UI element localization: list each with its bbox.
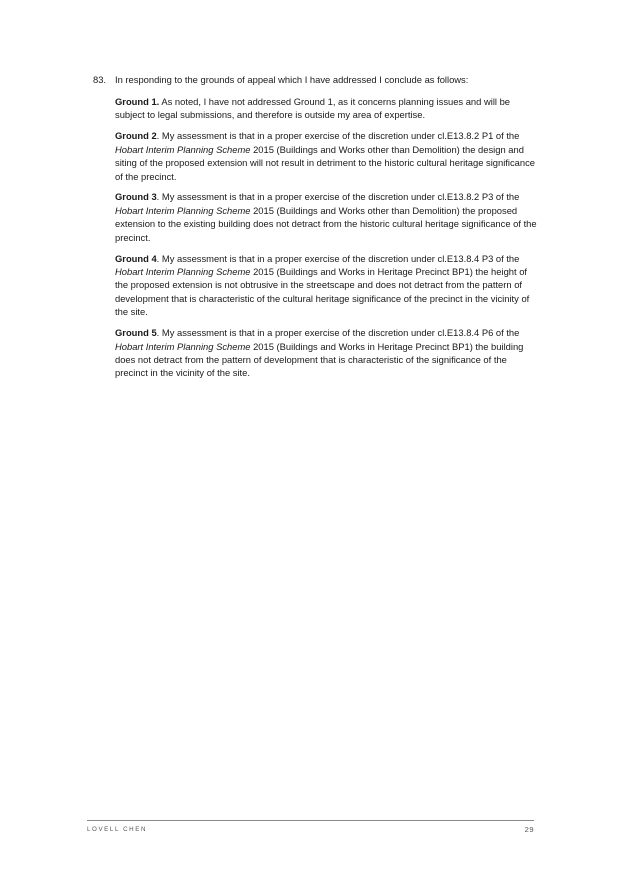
ground-4-paragraph xyxy=(115,252,537,319)
footer-company-name: LOVELL CHEN xyxy=(87,826,148,833)
planning-scheme-title: Hobart Interim Planning Scheme xyxy=(115,143,251,155)
planning-scheme-title: Hobart Interim Planning Scheme xyxy=(115,265,251,277)
paragraph-lead-text: In responding to the grounds of appeal which I have addressed I conclude as follows: xyxy=(115,74,469,85)
ground-label: Ground 5 xyxy=(115,327,157,339)
footer-divider xyxy=(87,820,534,821)
ground-text-continued: 2015 (Buildings and Works in Heritage Precinct BP1) the height of the proposed extension is not obtrusive in the streetscape and does not detract from the pattern of development that is characteristic of the cultural heritage significance of the precinct in the vicinity of the site. xyxy=(115,265,530,318)
page-number: 29 xyxy=(524,825,534,834)
grounds-list xyxy=(115,95,537,387)
ground-text: As noted, I have not addressed Ground 1, as it concerns planning issues and will be subject to legal submissions, and therefore is outside my area of expertise. xyxy=(115,96,511,121)
ground-text: . My assessment is that in a proper exercise of the discretion under cl.E13.8.4 P6 of the xyxy=(156,327,520,339)
ground-3-paragraph xyxy=(115,190,537,244)
ground-label: Ground 1. xyxy=(115,96,160,107)
ground-text: . My assessment is that in a proper exercise of the discretion under cl.E13.8.2 P3 of the xyxy=(156,191,520,203)
ground-text: . My assessment is that in a proper exercise of the discretion under cl.E13.8.4 P3 of the xyxy=(156,252,520,264)
planning-scheme-title: Hobart Interim Planning Scheme xyxy=(115,204,251,216)
ground-5-paragraph xyxy=(115,326,537,380)
ground-label: Ground 4 xyxy=(115,252,157,264)
ground-text: . My assessment is that in a proper exercise of the discretion under cl.E13.8.2 P1 of the xyxy=(156,130,520,142)
ground-2-paragraph xyxy=(115,129,537,183)
ground-label: Ground 3 xyxy=(115,191,157,203)
ground-1-paragraph xyxy=(115,95,537,122)
planning-scheme-title: Hobart Interim Planning Scheme xyxy=(115,340,251,352)
ground-label: Ground 2 xyxy=(115,130,157,142)
ground-text-continued: 2015 (Buildings and Works other than Demolition) the design and siting of the proposed extension will not result in detriment to the historic cultural heritage significance of the precinct. xyxy=(115,143,536,182)
paragraph-number: 83. xyxy=(93,74,107,85)
ground-text-continued: 2015 (Buildings and Works in Heritage Precinct BP1) the building does not detract from the pattern of development that is characteristic of the significance of the precinct in the vicinity of the site. xyxy=(115,340,524,379)
ground-text-continued: 2015 (Buildings and Works other than Demolition) the proposed extension to the existing building does not detract from the historic cultural heritage significance of the precinct. xyxy=(115,204,537,243)
